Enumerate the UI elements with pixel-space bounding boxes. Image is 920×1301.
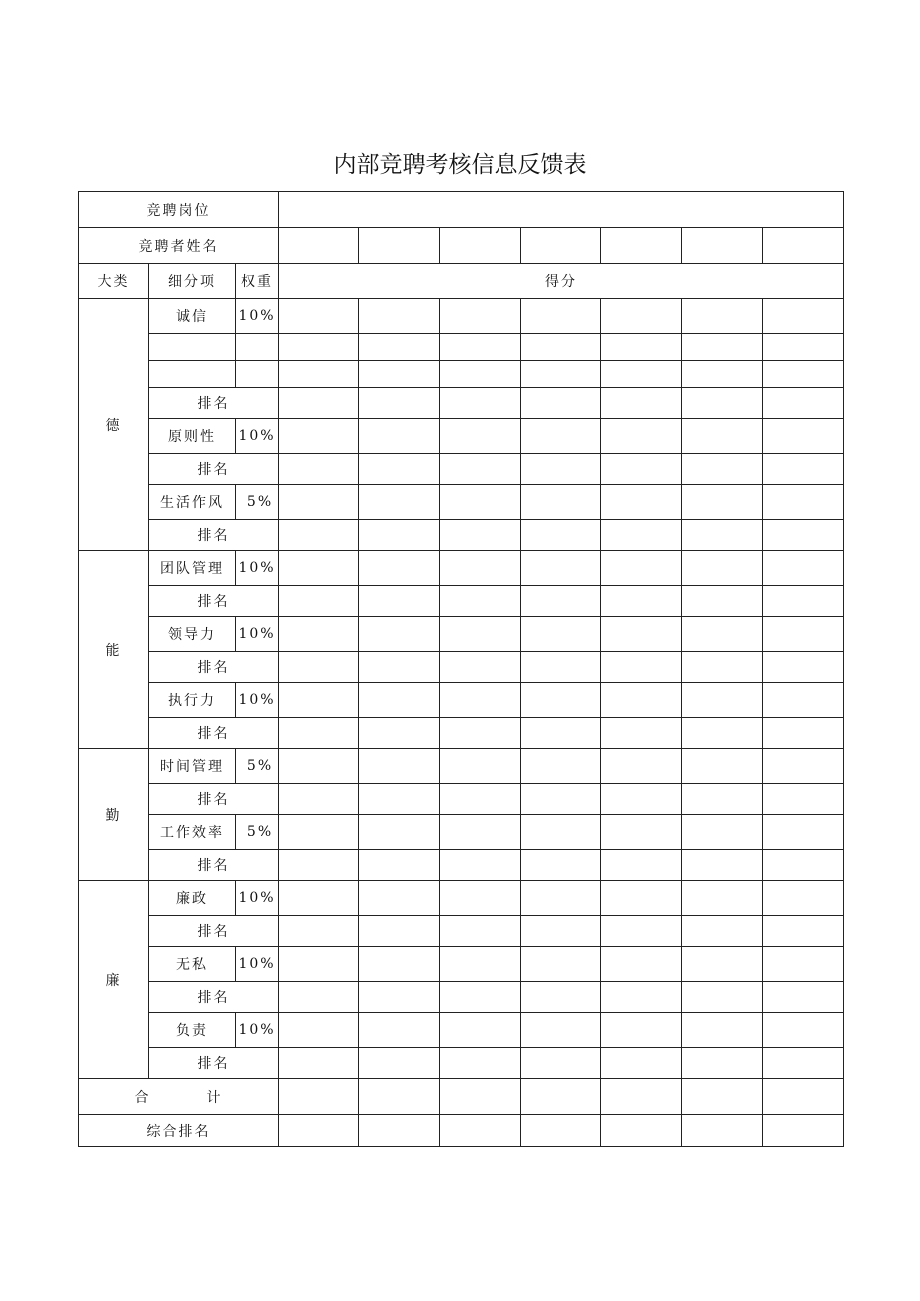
score-cell[interactable] [763, 299, 844, 334]
rank-cell[interactable] [763, 454, 844, 485]
rank-cell[interactable] [682, 850, 763, 881]
rank-cell[interactable] [682, 454, 763, 485]
item-yuanzexing: 原则性 [149, 419, 236, 454]
total-cell[interactable] [359, 1079, 440, 1115]
candidate-cell[interactable] [279, 228, 359, 264]
score-cell[interactable] [440, 299, 521, 334]
score-cell[interactable] [359, 361, 440, 388]
rank-row [79, 982, 844, 1013]
score-cell[interactable] [601, 334, 682, 361]
category-lian: 廉 [79, 881, 149, 1079]
rank-cell[interactable] [521, 718, 601, 749]
rank-cell[interactable] [359, 916, 440, 947]
item-row [79, 683, 844, 718]
position-input[interactable] [279, 192, 844, 228]
item-row [79, 419, 844, 454]
category-qin: 勤 [79, 749, 149, 881]
score-cell[interactable] [279, 617, 359, 652]
weight-shijian: 5% [236, 749, 279, 784]
rank-cell[interactable] [440, 586, 521, 617]
rank-cell[interactable] [682, 718, 763, 749]
rank-cell[interactable] [521, 916, 601, 947]
score-cell[interactable] [763, 361, 844, 388]
rank-row [79, 454, 844, 485]
score-cell[interactable] [440, 617, 521, 652]
score-cell[interactable] [763, 485, 844, 520]
rank-cell[interactable] [359, 454, 440, 485]
score-cell[interactable] [763, 617, 844, 652]
sub-item-header: 细分项 [149, 264, 236, 299]
candidate-cell[interactable] [359, 228, 440, 264]
rank-cell[interactable] [601, 586, 682, 617]
item-shenghuo: 生活作风 [149, 485, 236, 520]
score-cell[interactable] [521, 419, 601, 454]
candidate-cell[interactable] [601, 228, 682, 264]
rank-label: 排名 [149, 520, 279, 551]
score-cell[interactable] [682, 617, 763, 652]
score-cell[interactable] [279, 815, 359, 850]
rank-cell[interactable] [359, 982, 440, 1013]
rank-cell[interactable] [601, 454, 682, 485]
score-cell[interactable] [601, 683, 682, 718]
rank-cell[interactable] [682, 916, 763, 947]
rank-cell[interactable] [682, 784, 763, 815]
rank-cell[interactable] [440, 652, 521, 683]
item-row [79, 1013, 844, 1048]
total-cell[interactable] [763, 1079, 844, 1115]
rank-cell[interactable] [601, 982, 682, 1013]
weight-fuze: 10% [236, 1013, 279, 1048]
rank-cell[interactable] [601, 784, 682, 815]
category-neng: 能 [79, 551, 149, 749]
rank-label: 排名 [149, 982, 279, 1013]
rank-cell[interactable] [279, 982, 359, 1013]
score-cell[interactable] [682, 299, 763, 334]
rank-cell[interactable] [359, 850, 440, 881]
rank-cell[interactable] [601, 916, 682, 947]
rank-cell[interactable] [359, 718, 440, 749]
rank-cell[interactable] [521, 784, 601, 815]
score-cell[interactable] [440, 1013, 521, 1048]
score-cell[interactable] [279, 485, 359, 520]
rank-cell[interactable] [601, 1048, 682, 1079]
candidate-cell[interactable] [682, 228, 763, 264]
item-row [79, 617, 844, 652]
rank-cell[interactable] [359, 586, 440, 617]
score-cell[interactable] [521, 299, 601, 334]
rank-cell[interactable] [763, 784, 844, 815]
blank-item[interactable] [149, 334, 236, 361]
rank-cell[interactable] [440, 850, 521, 881]
score-cell[interactable] [601, 551, 682, 586]
score-cell[interactable] [279, 361, 359, 388]
item-row [79, 815, 844, 850]
score-cell[interactable] [359, 1013, 440, 1048]
rank-cell[interactable] [440, 520, 521, 551]
rank-cell[interactable] [682, 388, 763, 419]
rank-cell[interactable] [763, 388, 844, 419]
score-cell[interactable] [763, 1013, 844, 1048]
score-cell[interactable] [763, 551, 844, 586]
item-xiaolv: 工作效率 [149, 815, 236, 850]
score-cell[interactable] [359, 299, 440, 334]
score-cell[interactable] [279, 683, 359, 718]
score-cell[interactable] [440, 683, 521, 718]
score-cell[interactable] [763, 683, 844, 718]
score-cell[interactable] [682, 485, 763, 520]
rank-label: 排名 [149, 916, 279, 947]
score-cell[interactable] [521, 749, 601, 784]
score-cell[interactable] [763, 334, 844, 361]
total-cell[interactable] [682, 1079, 763, 1115]
total-label [79, 1079, 279, 1115]
rank-row [79, 916, 844, 947]
score-cell[interactable] [359, 683, 440, 718]
score-cell[interactable] [601, 617, 682, 652]
score-cell[interactable] [682, 947, 763, 982]
score-cell[interactable] [682, 551, 763, 586]
rank-cell[interactable] [763, 586, 844, 617]
score-cell[interactable] [279, 551, 359, 586]
weight-shenghuo: 5% [236, 485, 279, 520]
item-row [79, 749, 844, 784]
score-cell[interactable] [601, 485, 682, 520]
item-row [79, 881, 844, 916]
candidate-cell[interactable] [521, 228, 601, 264]
weight-zhixing: 10% [236, 683, 279, 718]
weight-chengxin: 10% [236, 299, 279, 334]
rank-cell[interactable] [279, 454, 359, 485]
score-cell[interactable] [682, 683, 763, 718]
rank-cell[interactable] [440, 1048, 521, 1079]
score-cell[interactable] [601, 815, 682, 850]
score-cell[interactable] [601, 947, 682, 982]
total-row [79, 1079, 844, 1115]
total-label-a: 合 [134, 1089, 151, 1106]
overall-rank-cell[interactable] [440, 1115, 521, 1147]
score-cell[interactable] [601, 749, 682, 784]
overall-rank-cell[interactable] [682, 1115, 763, 1147]
rank-cell[interactable] [601, 850, 682, 881]
overall-rank-cell[interactable] [359, 1115, 440, 1147]
rank-cell[interactable] [521, 850, 601, 881]
rank-cell[interactable] [279, 652, 359, 683]
position-row [79, 192, 844, 228]
rank-cell[interactable] [601, 718, 682, 749]
score-cell[interactable] [682, 881, 763, 916]
score-cell[interactable] [359, 881, 440, 916]
score-cell[interactable] [682, 334, 763, 361]
score-cell[interactable] [359, 485, 440, 520]
rank-row [79, 652, 844, 683]
rank-cell[interactable] [521, 652, 601, 683]
score-cell[interactable] [601, 881, 682, 916]
total-cell[interactable] [279, 1079, 359, 1115]
form-title: 内部竞聘考核信息反馈表 [333, 152, 587, 178]
weight-header: 权重 [236, 264, 279, 299]
item-lingdao: 领导力 [149, 617, 236, 652]
rank-row [79, 388, 844, 419]
rank-cell[interactable] [440, 784, 521, 815]
rank-cell[interactable] [521, 586, 601, 617]
score-cell[interactable] [763, 815, 844, 850]
rank-cell[interactable] [601, 520, 682, 551]
rank-cell[interactable] [279, 718, 359, 749]
score-cell[interactable] [521, 334, 601, 361]
rank-cell[interactable] [279, 784, 359, 815]
candidate-name-label: 竞聘者姓名 [79, 228, 279, 264]
score-cell[interactable] [359, 749, 440, 784]
score-cell[interactable] [440, 361, 521, 388]
score-cell[interactable] [521, 617, 601, 652]
score-cell[interactable] [763, 881, 844, 916]
rank-cell[interactable] [440, 388, 521, 419]
overall-rank-row [79, 1115, 844, 1147]
total-cell[interactable] [601, 1079, 682, 1115]
rank-cell[interactable] [521, 520, 601, 551]
score-cell[interactable] [440, 334, 521, 361]
item-lianzheng: 廉政 [149, 881, 236, 916]
total-cell[interactable] [521, 1079, 601, 1115]
score-cell[interactable] [521, 551, 601, 586]
rank-cell[interactable] [440, 718, 521, 749]
rank-cell[interactable] [601, 388, 682, 419]
rank-cell[interactable] [440, 916, 521, 947]
rank-label: 排名 [149, 784, 279, 815]
score-cell[interactable] [359, 815, 440, 850]
candidate-row [79, 228, 844, 264]
score-cell[interactable] [440, 551, 521, 586]
overall-rank-cell[interactable] [521, 1115, 601, 1147]
rank-cell[interactable] [763, 850, 844, 881]
rank-cell[interactable] [359, 388, 440, 419]
score-cell[interactable] [601, 419, 682, 454]
score-cell[interactable] [763, 947, 844, 982]
score-cell[interactable] [521, 683, 601, 718]
rank-cell[interactable] [682, 652, 763, 683]
score-cell[interactable] [521, 815, 601, 850]
header-row [79, 264, 844, 299]
score-cell[interactable] [601, 1013, 682, 1048]
item-row [79, 551, 844, 586]
rank-cell[interactable] [521, 1048, 601, 1079]
rank-cell[interactable] [440, 454, 521, 485]
score-cell[interactable] [440, 947, 521, 982]
item-tuandui: 团队管理 [149, 551, 236, 586]
weight-xiaolv: 5% [236, 815, 279, 850]
score-cell[interactable] [521, 1013, 601, 1048]
feedback-table [78, 191, 844, 1147]
candidate-cell[interactable] [440, 228, 521, 264]
score-cell[interactable] [279, 419, 359, 454]
rank-cell[interactable] [279, 520, 359, 551]
score-cell[interactable] [359, 334, 440, 361]
score-cell[interactable] [682, 815, 763, 850]
overall-rank-cell[interactable] [601, 1115, 682, 1147]
weight-yuanzexing: 10% [236, 419, 279, 454]
rank-label: 排名 [149, 388, 279, 419]
rank-cell[interactable] [359, 784, 440, 815]
rank-cell[interactable] [763, 982, 844, 1013]
score-cell[interactable] [440, 881, 521, 916]
rank-cell[interactable] [279, 388, 359, 419]
score-cell[interactable] [601, 361, 682, 388]
score-cell[interactable] [763, 749, 844, 784]
rank-cell[interactable] [763, 718, 844, 749]
rank-label: 排名 [149, 454, 279, 485]
rank-cell[interactable] [763, 652, 844, 683]
score-cell[interactable] [521, 947, 601, 982]
score-cell[interactable] [359, 947, 440, 982]
score-cell[interactable] [521, 485, 601, 520]
rank-cell[interactable] [763, 916, 844, 947]
score-cell[interactable] [601, 299, 682, 334]
total-label-b: 计 [206, 1089, 223, 1106]
score-cell[interactable] [521, 881, 601, 916]
score-cell[interactable] [440, 815, 521, 850]
blank-weight[interactable] [236, 361, 279, 388]
rank-cell[interactable] [521, 388, 601, 419]
score-cell[interactable] [682, 749, 763, 784]
blank-row [79, 361, 844, 388]
score-cell[interactable] [279, 299, 359, 334]
rank-label: 排名 [149, 586, 279, 617]
total-cell[interactable] [440, 1079, 521, 1115]
item-row [79, 947, 844, 982]
score-cell[interactable] [279, 947, 359, 982]
rank-row [79, 1048, 844, 1079]
blank-item[interactable] [149, 361, 236, 388]
rank-cell[interactable] [359, 520, 440, 551]
score-cell[interactable] [682, 1013, 763, 1048]
rank-cell[interactable] [440, 982, 521, 1013]
weight-lingdao: 10% [236, 617, 279, 652]
category-header: 大类 [79, 264, 149, 299]
category-de: 德 [79, 299, 149, 551]
rank-row [79, 520, 844, 551]
item-row [79, 485, 844, 520]
rank-cell[interactable] [359, 652, 440, 683]
score-cell[interactable] [763, 419, 844, 454]
rank-cell[interactable] [521, 982, 601, 1013]
rank-label: 排名 [149, 1048, 279, 1079]
rank-row [79, 850, 844, 881]
rank-cell[interactable] [763, 520, 844, 551]
score-header: 得分 [279, 264, 844, 299]
score-cell[interactable] [359, 419, 440, 454]
weight-tuandui: 10% [236, 551, 279, 586]
rank-label: 排名 [149, 850, 279, 881]
rank-cell[interactable] [279, 916, 359, 947]
position-label: 竞聘岗位 [79, 192, 279, 228]
rank-row [79, 718, 844, 749]
score-cell[interactable] [521, 361, 601, 388]
item-shijian: 时间管理 [149, 749, 236, 784]
score-cell[interactable] [682, 419, 763, 454]
rank-cell[interactable] [763, 1048, 844, 1079]
rank-row [79, 784, 844, 815]
score-cell[interactable] [359, 617, 440, 652]
score-cell[interactable] [279, 881, 359, 916]
overall-rank-cell[interactable] [279, 1115, 359, 1147]
item-wusi: 无私 [149, 947, 236, 982]
blank-row [79, 334, 844, 361]
rank-cell[interactable] [682, 520, 763, 551]
weight-lianzheng: 10% [236, 881, 279, 916]
score-cell[interactable] [279, 1013, 359, 1048]
score-cell[interactable] [682, 361, 763, 388]
candidate-cell[interactable] [763, 228, 844, 264]
rank-cell[interactable] [682, 1048, 763, 1079]
score-cell[interactable] [440, 749, 521, 784]
rank-row [79, 586, 844, 617]
overall-rank-label: 综合排名 [79, 1115, 279, 1147]
rank-label: 排名 [149, 718, 279, 749]
weight-wusi: 10% [236, 947, 279, 982]
item-row [79, 299, 844, 334]
rank-cell[interactable] [279, 850, 359, 881]
rank-cell[interactable] [601, 652, 682, 683]
rank-cell[interactable] [359, 1048, 440, 1079]
rank-cell[interactable] [279, 586, 359, 617]
overall-rank-cell[interactable] [763, 1115, 844, 1147]
score-cell[interactable] [359, 551, 440, 586]
rank-cell[interactable] [682, 586, 763, 617]
score-cell[interactable] [279, 334, 359, 361]
item-fuze: 负责 [149, 1013, 236, 1048]
item-zhixing: 执行力 [149, 683, 236, 718]
rank-label: 排名 [149, 652, 279, 683]
score-cell[interactable] [440, 419, 521, 454]
item-chengxin: 诚信 [149, 299, 236, 334]
rank-cell[interactable] [521, 454, 601, 485]
rank-cell[interactable] [279, 1048, 359, 1079]
score-cell[interactable] [279, 749, 359, 784]
rank-cell[interactable] [682, 982, 763, 1013]
blank-weight[interactable] [236, 334, 279, 361]
score-cell[interactable] [440, 485, 521, 520]
